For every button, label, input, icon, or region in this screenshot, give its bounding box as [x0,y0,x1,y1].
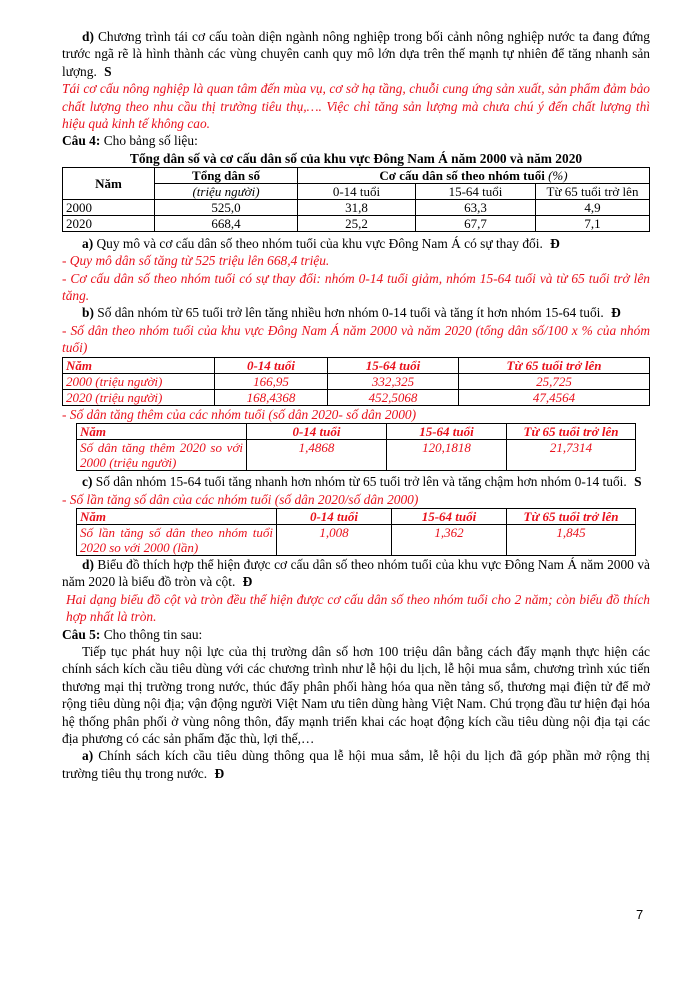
header-group-65plus: Từ 65 tuổi trở lên [507,508,636,524]
statement-label: d) [82,29,94,44]
statement-text: Quy mô và cơ cấu dân số theo nhóm tuổi của khu vực Đông Nam Á có sự thay đổi. [96,235,543,251]
cell: 31,8 [298,199,416,215]
header-group-15-64: 15-64 tuổi [328,357,459,373]
cell: 668,4 [155,215,298,231]
header-group-0-14: 0-14 tuổi [277,508,392,524]
explanation: Hai dạng biểu đồ cột và tròn đều thể hiện được cơ cấu dân số theo nhóm tuổi cho 2 năm; còn biểu đồ thích hợp nhất là tròn. [66,591,650,625]
header-structure-unit: (%) [548,167,568,183]
q5-statement-a [62,747,650,782]
q3-statement-d [62,28,650,80]
table-row [63,373,650,389]
table-row [63,389,650,405]
answer-mark: Đ [214,765,225,781]
cell: 1,008 [277,524,392,555]
header-year: Năm [63,167,155,199]
statement-text: Số dân nhóm 15-64 tuổi tăng nhanh hơn nhóm từ 65 tuổi trở lên và tăng chậm hơn nhóm 0-14 tuổi. [95,474,627,490]
question-text: Cho bảng số liệu: [103,133,198,149]
cell: 1,845 [507,524,636,555]
cell: 166,95 [215,373,328,389]
cell: 2020 [63,215,155,231]
cell: 332,325 [328,373,459,389]
cell: 1,362 [392,524,507,555]
answer-mark: S [104,63,112,79]
header-group-0-14: 0-14 tuổi [298,183,416,199]
cell: 168,4368 [215,389,328,405]
cell: 21,7314 [507,440,636,471]
header-year: Năm [77,424,247,440]
cell: 2000 (triệu người) [63,373,215,389]
explanation: - Số dân theo nhóm tuổi của khu vực Đông Nam Á năm 2000 và năm 2020 (tổng dân số/100 x % của nhóm tuổi) [62,322,650,356]
header-group-65plus: Từ 65 tuổi trở lên [536,183,650,199]
cell: 63,3 [416,199,536,215]
header-total-unit: (triệu người) [155,183,298,199]
cell: 452,5068 [328,389,459,405]
table-row [77,440,636,471]
header-structure-text: Cơ cấu dân số theo nhóm tuổi [379,167,545,183]
cell: 67,7 [416,215,536,231]
question-label: Câu 4: [62,133,101,149]
explanation: - Quy mô dân số tăng từ 525 triệu lên 668,4 triệu. [62,253,330,269]
cell: 7,1 [536,215,650,231]
explanation: - Số lần tăng số dân của các nhóm tuổi (số dân 2020/số dân 2000) [62,491,419,507]
statement-text: Chương trình tái cơ cấu toàn diện ngành nông nghiệp trong bối cảnh nông nghiệp nước ta đang đứng trước ngã rẽ là hình thành các vùng chuyên canh quy mô lớn dựa trên thế mạnh tự nhiên để tăng nhanh sản lượng. [62,29,650,79]
statement-text: Chính sách kích cầu tiêu dùng thông qua lễ hội mua sắm, lễ hội du lịch đã góp phần mở rộng thị trường tiêu thụ trong nước. [62,748,650,781]
explanation: - Số dân tăng thêm của các nhóm tuổi (số dân 2020- số dân 2000) [62,406,417,422]
population-by-age-table [62,357,650,406]
statement-a [62,235,650,252]
statement-label: b) [82,305,94,321]
q5-passage: Tiếp tục phát huy nội lực của thị trường dân số hơn 100 triệu dân bằng cách đẩy mạnh thực hiện các chính sách kích cầu tiêu dùng với các chương trình như lễ hội du lịch, lễ hội mua sắm, chương trình xúc tiến thương mại thị trường trong nước, thúc đẩy phân phối hàng hóa qua nền tảng số, thương mại điện tử để mở rộng tiêu dùng nội địa; vận động người Việt Nam ưu tiên dùng hàng Việt Nam. Chú trọng đầu tư hiện đại hóa hệ thống phân phối ở vùng nông thôn, đẩy mạnh triển khai các hoạt động kích cầu tiêu dùng nội địa tại các địa phương có các sản phẩm đặc thù, lợi thế,… [62,643,650,746]
question-label: Câu 5: [62,626,101,642]
question-4 [62,132,650,149]
header-group-15-64: 15-64 tuổi [416,183,536,199]
statement-label: a) [82,748,94,764]
growth-ratio-table [76,508,636,556]
explanation: Tái cơ cấu nông nghiệp là quan tâm đến mùa vụ, cơ sở hạ tầng, chuỗi cung ứng sản xuất, sản phẩm đảm bảo chất lượng theo nhu cầu thị trường tiêu thụ,…. Việc chỉ tăng sản lượng mà chưa chú ý đến chất lượng thì hiệu quả kinh tế không cao. [62,81,650,132]
table-row [77,524,636,555]
document-page [62,28,650,782]
cell: 120,1818 [387,440,507,471]
header-year: Năm [77,508,277,524]
statement-d [62,556,650,591]
statement-label: c) [82,474,93,490]
explanation: - Cơ cấu dân số theo nhóm tuổi có sự thay đổi: nhóm 0-14 tuổi giảm, nhóm 15-64 tuổi và từ 65 tuổi trở lên tăng. [62,270,650,304]
statement-label: d) [82,556,94,572]
answer-mark: Đ [550,235,560,251]
header-structure [298,167,650,183]
header-group-15-64: 15-64 tuổi [387,424,507,440]
table-row [63,215,650,231]
cell: 4,9 [536,199,650,215]
header-group-65plus: Từ 65 tuổi trở lên [459,357,650,373]
question-text: Cho thông tin sau: [103,626,203,642]
statement-b [62,304,650,321]
table-row [63,199,650,215]
cell: 25,725 [459,373,650,389]
cell: 1,4868 [247,440,387,471]
page-number: 7 [636,907,644,922]
header-group-0-14: 0-14 tuổi [247,424,387,440]
header-year: Năm [63,357,215,373]
statement-text: Số dân nhóm từ 65 tuổi trở lên tăng nhiều hơn nhóm 0-14 tuổi và tăng ít hơn nhóm 15-64 tuổi. [97,305,604,321]
population-table [62,167,650,232]
statement-c [62,473,650,490]
statement-label: a) [82,235,94,251]
cell: 525,0 [155,199,298,215]
answer-mark: Đ [242,574,253,590]
question-5 [62,626,650,643]
cell: Số lần tăng số dân theo nhóm tuổi 2020 so với 2000 (lần) [77,524,277,555]
answer-mark: S [634,474,642,490]
header-group-65plus: Từ 65 tuổi trở lên [507,424,636,440]
cell: 25,2 [298,215,416,231]
header-total: Tổng dân số [155,167,298,183]
header-group-0-14: 0-14 tuổi [215,357,328,373]
population-increase-table [76,423,636,471]
table-title: Tổng dân số và cơ cấu dân số của khu vực Đông Nam Á năm 2000 và năm 2020 [129,150,583,166]
answer-mark: Đ [611,305,621,321]
cell: 2020 (triệu người) [63,389,215,405]
cell: 2000 [63,199,155,215]
cell: Số dân tăng thêm 2020 so với 2000 (triệu người) [77,440,247,471]
header-group-15-64: 15-64 tuổi [392,508,507,524]
cell: 47,4564 [459,389,650,405]
statement-text: Biểu đồ thích hợp thể hiện được cơ cấu dân số theo nhóm tuổi của khu vực Đông Nam Á năm 2000 và năm 2020 là biểu đồ tròn và cột. [62,556,650,590]
